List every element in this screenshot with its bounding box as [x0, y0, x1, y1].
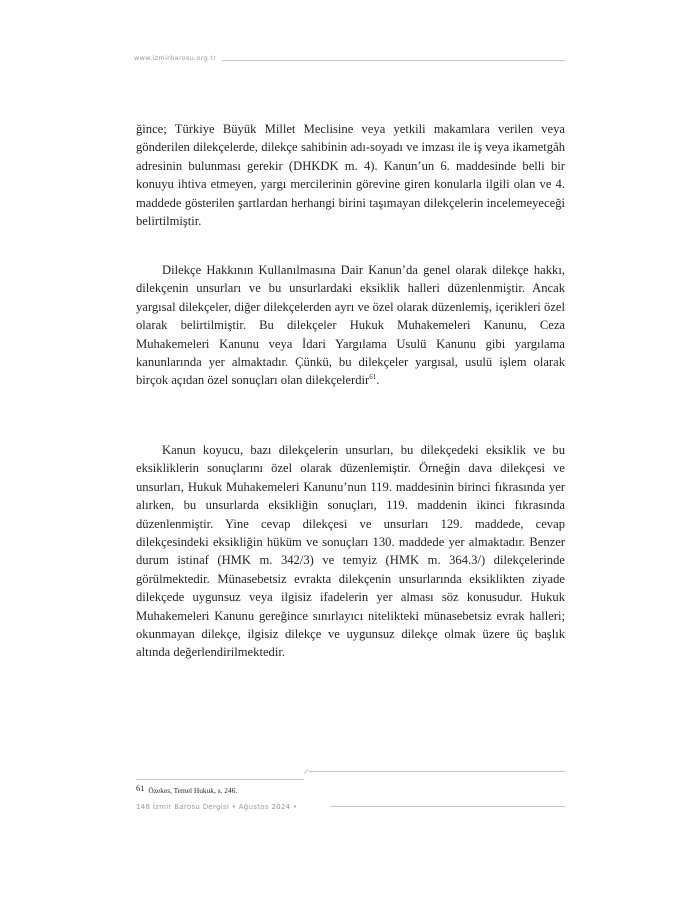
footnote [136, 783, 565, 795]
footnote-number: 61 [136, 783, 145, 793]
footnote-divider [136, 779, 304, 780]
footnote-divider-tail [309, 771, 565, 772]
paragraph-text: Dilekçe Hakkının Kullanılmasına Dair Kanun’da genel olarak dilekçe hakkı, dilekçenin unsurları ve bu unsurlardaki eksiklik halleri düzenlenmiştir. Ancak yargısal dilekçeler, diğer dilekçelerden ayrı ve özel olarak düzenlemiş, içerikleri özel olarak belirtilmiştir. Bu dilekçeler Hukuk Muhakemeleri Kanunu, Ceza Muhakemeleri Kanunu veya İdari Yargılama Usulü Kanunu gibi yargılama kanunlarında yer almaktadır. Çünkü, bu dilekçeler yargısal, usulü işlem olarak birçok açıdan özel sonuçları olan dilekçelerdir [136, 263, 565, 388]
footnote-reference[interactable]: 61 [369, 373, 377, 382]
paragraph-kanun-koyucu [136, 441, 565, 662]
footnote-text: Özekes, Temel Hukuk, s. 246. [148, 786, 238, 795]
header-divider [222, 60, 565, 61]
paragraph-dilekce-hakki: Dilekçe Hakkının Kullanılmasına Dair Kanun’da genel olarak dilekçe hakkı, dilekçenin unsurları ve bu unsurlardaki eksiklik halleri düzenlenmiştir. Ancak yargısal dilekçeler, diğer dilekçelerden ayrı ve özel olarak düzenlemiş, içerikleri özel olarak belirtilmiştir. Bu dilekçeler Hukuk Muhakemeleri Kanunu, Ceza Muhakemeleri Kanunu veya İdari Yargılama Usulü Kanunu gibi yargılama kanunlarında yer almaktadır. Çünkü, bu dilekçeler yargısal, usulü işlem olarak birçok açıdan özel sonuçları olan dilekçelerdir$^{61}$. [136, 263, 565, 388]
paragraph-continuation [136, 120, 565, 230]
footer-page-info: 148 İzmir Barosu Dergisi • Ağustos 2024 • [136, 803, 298, 811]
header-url: www.izmirbarosu.org.tr [134, 54, 217, 62]
footer-divider [330, 806, 565, 807]
paragraph-text: ğince; Türkiye Büyük Millet Meclisine veya yetkili makamlara verilen veya gönderilen dilekçelerde, dilekçe sahibinin adı-soyadı ve imzası ile iş veya ikametgâh adresinin bulunması gerekir (DHKDK m. 4). Kanun’un 6. maddesinde belli bir konuyu ihtiva etmeyen, yargı mercilerinin görevine giren konularla ilgili olan ve 4. maddede gösterilen şartlardan herhangi birini taşımayan dilekçelerin incelemeyeceği belirtilmiştir. [136, 122, 565, 229]
footnote-divider-slant [304, 769, 309, 774]
paragraph-text: Kanun koyucu, bazı dilekçelerin unsurları, bu dilekçedeki eksiklik ve bu eksikliklerin sonuçlarını özel olarak düzenlemiştir. Örneğin dava dilekçesi ve unsurları, Hukuk Muhakemeleri Kanunu’nun 119. maddesinin birinci fıkrasında yer alırken, bu unsurlarda eksikliğin sonuçları, 119. maddenin ikinci fıkrasında düzenlenmiştir. Yine cevap dilekçesi ve unsurları 129. maddede, cevap dilekçesindeki eksikliğin hüküm ve sonuçları 130. maddede yer almaktadır. Benzer durum istinaf (HMK m. 342/3) ve temyiz (HMK m. 364.3/) dilekçelerinde görülmektedir. Münasebetsiz evrakta dilekçenin unsurlarında eksiklikten ziyade dilekçede uygunsuz veya ilgisiz ifadelerin yer alması söz konusudur. Hukuk Muhakemeleri Kanunu gereğince sınırlayıcı nitelikteki münasebetsiz evrak halleri; okunmayan dilekçe, ilgisiz dilekçe ve uygunsuz dilekçe olmak üzere üç başlık altında değerlendirilmektedir. [136, 443, 565, 660]
